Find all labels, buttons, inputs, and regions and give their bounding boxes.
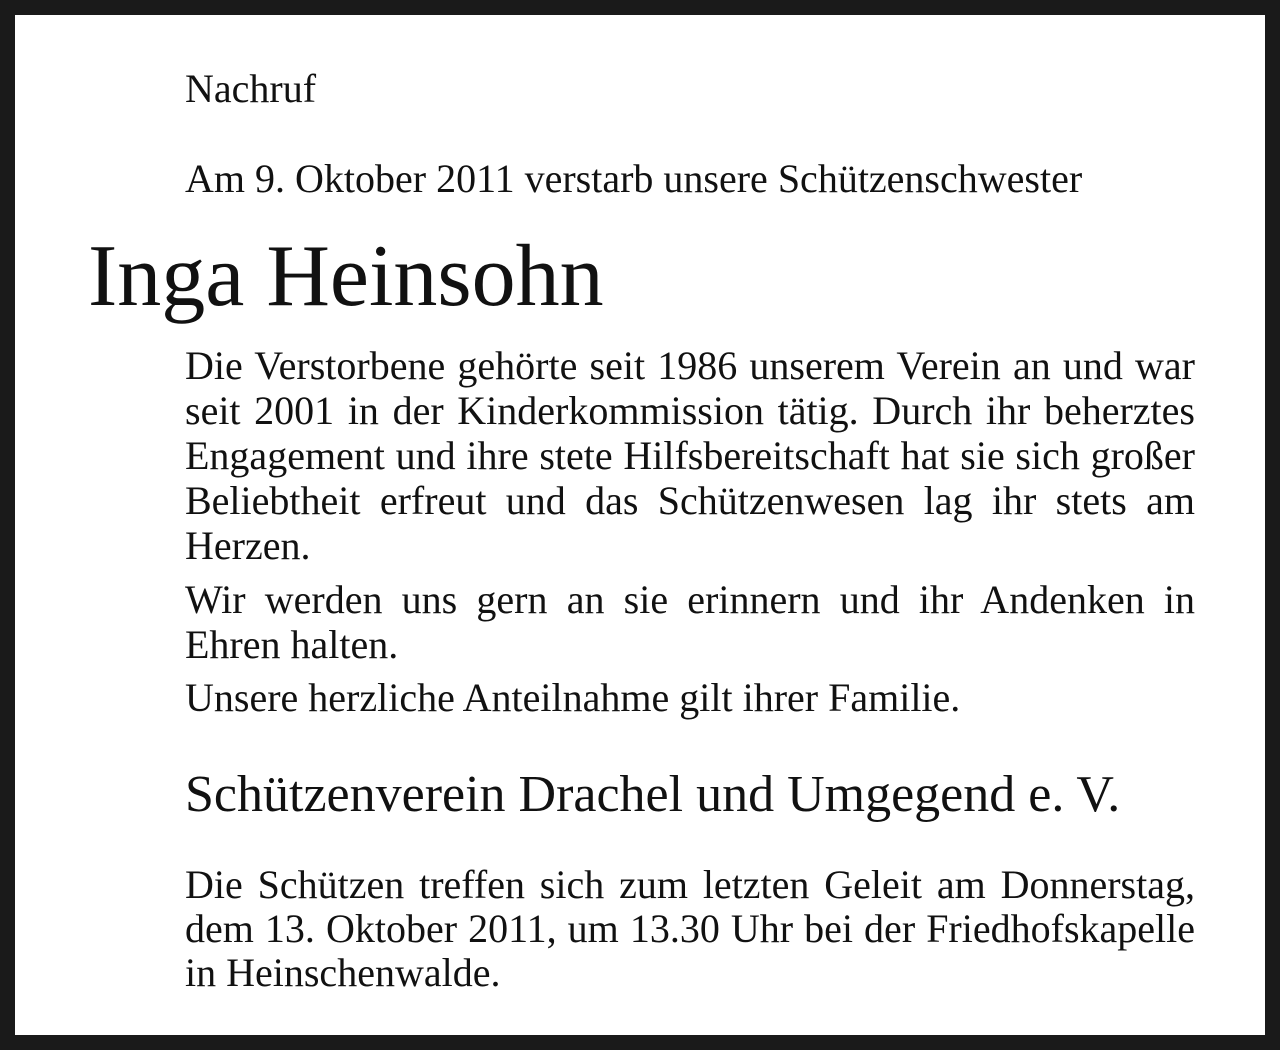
remembrance-paragraph: Wir werden uns gern an sie erinnern und ihr Andenken in Ehren halten. [185, 577, 1195, 667]
notice-heading: Nachruf [185, 66, 317, 111]
organization-signature: Schützenverein Drachel und Umgegend e. V. [185, 766, 1121, 823]
deceased-name: Inga Heinsohn [88, 228, 604, 325]
condolence-paragraph: Unsere herzliche Anteilnahme gilt ihrer Familie. [185, 675, 961, 720]
tribute-paragraph: Die Verstorbene gehörte seit 1986 unserem Verein an und war seit 2001 in der Kinderkommission tätig. Durch ihr beherztes Engagement und ihre stete Hilfsbereitschaft hat sie sich großer Beliebtheit erfreut und das Schützenwesen lag ihr stets am Herzen. [185, 343, 1195, 568]
funeral-info: Die Schützen treffen sich zum letzten Geleit am Donnerstag, dem 13. Oktober 2011, um 13.30 Uhr bei der Friedhofskapelle in Heinschenwalde. [185, 862, 1195, 995]
intro-line: Am 9. Oktober 2011 verstarb unsere Schützenschwester [185, 156, 1083, 201]
